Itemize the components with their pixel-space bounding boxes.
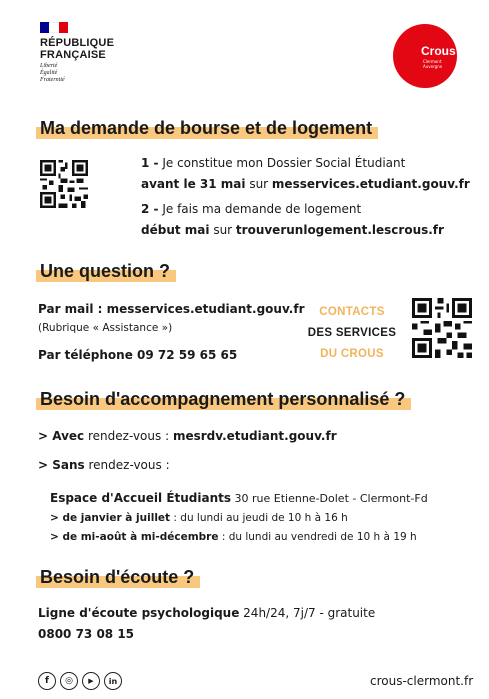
contacts-word: CONTACTS (319, 306, 385, 318)
mail-site-link[interactable]: messervices.etudiant.gouv.fr (106, 302, 305, 316)
ligne-ecoute-label: Ligne d'écoute psychologique (38, 606, 240, 620)
avec-rdv-line (38, 428, 337, 444)
step-2-deadline: début mai (141, 223, 210, 237)
crous-logo-region (423, 59, 442, 69)
step-1-number: 1 - (141, 156, 159, 170)
crous-logo-name: Crous (421, 44, 456, 58)
motto-liberte: Liberté (40, 63, 58, 69)
step-2-deadline-line (141, 222, 444, 238)
sans-label: Sans (52, 458, 85, 472)
republic-line-2: FRANÇAISE (40, 49, 106, 61)
linkedin-icon[interactable]: in (104, 672, 122, 690)
rubrique-note: (Rubrique « Assistance ») (38, 322, 173, 334)
avec-label: Avec (52, 429, 85, 443)
republic-motto (40, 63, 65, 84)
step-2-site-link[interactable]: trouverunlogement.lescrous.fr (235, 223, 444, 237)
period-2-label: > de mi-août à mi-décembre (50, 531, 219, 543)
mail-label: Par mail : (38, 302, 107, 316)
period-2-hours: : du lundi au vendredi de 10 h à 19 h (218, 531, 417, 543)
section-title-question: Une question ? (36, 260, 176, 282)
period-1-hours: : du lundi au jeudi de 10 h à 16 h (170, 512, 348, 524)
du-crous-word: DU CROUS (320, 348, 384, 360)
sans-arrow: > (38, 458, 53, 472)
website-link[interactable]: crous-clermont.fr (370, 674, 474, 688)
republique-francaise-logo (40, 37, 114, 61)
motto-fraternite: Fraternité (40, 77, 65, 83)
ligne-ecoute-line (38, 605, 375, 621)
espace-accueil-name: Espace d'Accueil Étudiants (50, 491, 232, 505)
step-1-site-link[interactable]: messervices.etudiant.gouv.fr (271, 177, 470, 191)
republic-line-1: RÉPUBLIQUE (40, 37, 115, 49)
motto-egalite: Égalité (40, 70, 58, 76)
crous-logo (393, 24, 457, 88)
espace-accueil-address: 30 rue Etienne-Dolet - Clermont-Fd (231, 492, 428, 505)
crous-region-line1: Clermont (423, 59, 442, 64)
step-2-number: 2 - (141, 202, 159, 216)
instagram-icon[interactable]: ◎ (60, 672, 78, 690)
step-1-deadline: avant le 31 mai (141, 177, 246, 191)
phone-line (38, 347, 237, 363)
mail-line (38, 301, 305, 317)
period-2-line (50, 530, 417, 544)
period-1-label: > de janvier à juillet (50, 512, 171, 524)
step-1-sur: sur (245, 177, 272, 191)
step-2-sur: sur (209, 223, 236, 237)
phone-number[interactable]: 09 72 59 65 65 (137, 348, 238, 362)
contacts-label (305, 302, 399, 365)
mesrdv-link[interactable]: mesrdv.etudiant.gouv.fr (172, 429, 337, 443)
step-2-text: Je fais ma demande de logement (158, 202, 362, 216)
avec-arrow: > (38, 429, 53, 443)
ecoute-phone-number[interactable]: 0800 73 08 15 (38, 627, 135, 641)
step-1-text: Je constitue mon Dossier Social Étudiant (158, 156, 406, 170)
des-services-word: DES SERVICES (307, 327, 397, 339)
step-2-line (141, 201, 361, 217)
step-1-deadline-line (141, 176, 470, 192)
qr-code-icon[interactable] (412, 298, 472, 358)
sans-rdv-line (38, 457, 170, 473)
avec-rest: rendez-vous : (84, 429, 173, 443)
ligne-ecoute-info: 24h/24, 7j/7 - gratuite (239, 606, 376, 620)
qr-code-icon[interactable] (40, 160, 88, 208)
phone-label: Par téléphone (38, 348, 138, 362)
french-flag-icon (40, 22, 68, 33)
youtube-icon[interactable]: ▶ (82, 672, 100, 690)
crous-region-line2: Auvergne (423, 64, 443, 69)
period-1-line (50, 511, 348, 525)
section-title-accompagnement: Besoin d'accompagnement personnalisé ? (36, 388, 411, 410)
section-title-bourse-logement: Ma demande de bourse et de logement (36, 117, 378, 139)
espace-accueil-line (50, 487, 428, 506)
sans-rest: rendez-vous : (84, 458, 170, 472)
step-1-line (141, 155, 405, 171)
section-title-ecoute: Besoin d'écoute ? (36, 566, 200, 588)
facebook-icon[interactable]: f (38, 672, 56, 690)
